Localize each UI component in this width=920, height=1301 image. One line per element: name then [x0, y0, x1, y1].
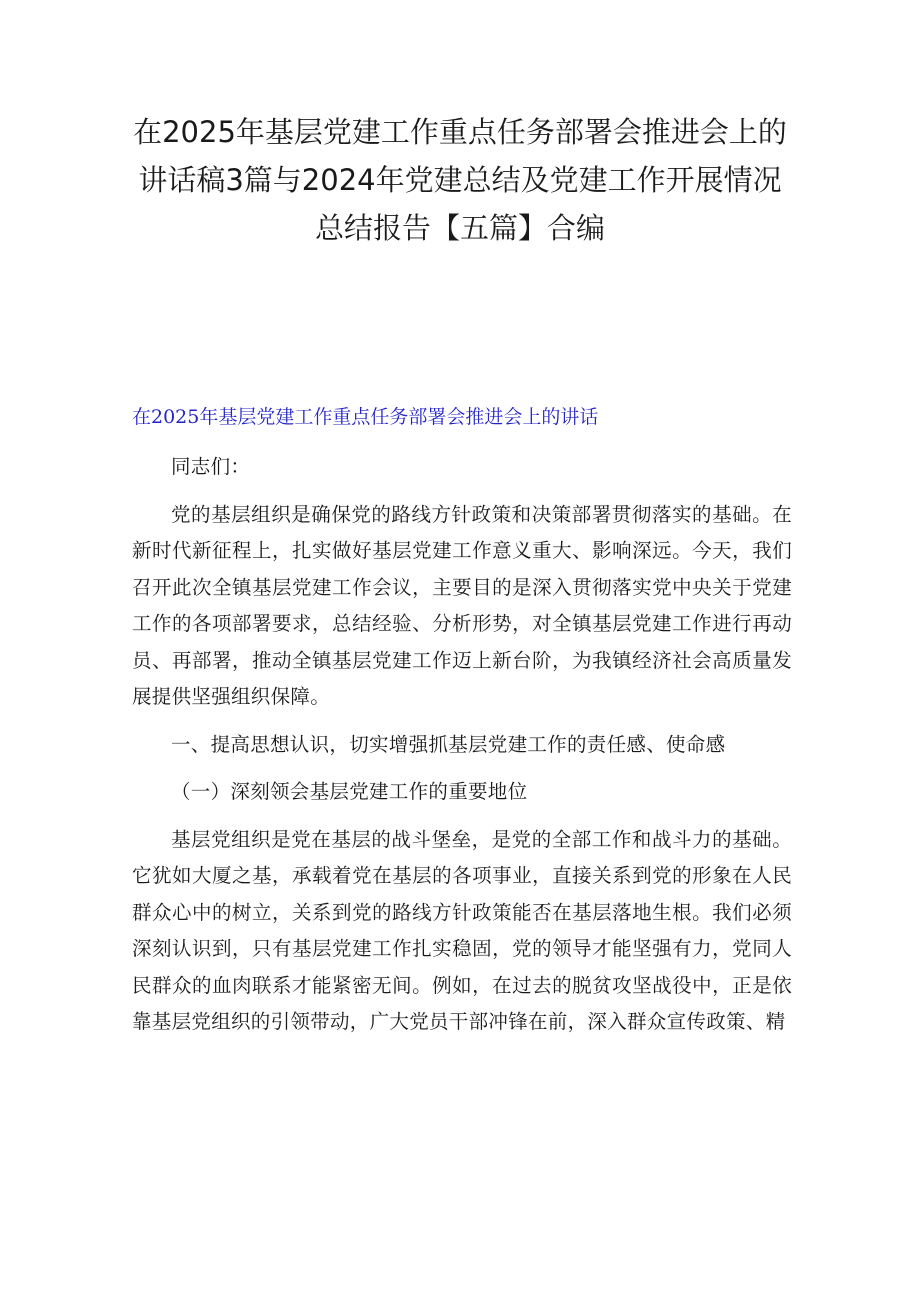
intro-paragraph: 党的基层组织是确保党的路线方针政策和决策部署贯彻落实的基础。在新时代新征程上，扎实做好基层党建工作意义重大、影响深远。今天，我们召开此次全镇基层党建工作会议，主要目的是深入贯彻落实党中央关于党建工作的各项部署要求，总结经验、分析形势，对全镇基层党建工作进行再动员、再部署，推动全镇基层党建工作迈上新台阶，为我镇经济社会高质量发展提供坚强组织保障。	[132, 502, 792, 708]
title-line-3: 总结报告【五篇】合编	[314, 211, 605, 245]
body-paragraph: 基层党组织是党在基层的战斗堡垒，是党的全部工作和战斗力的基础。它犹如大厦之基，承载着党在基层的各项事业，直接关系到党的形象在人民群众心中的树立，关系到党的路线方针政策能否在基层落地生根。我们必须深刻认识到，只有基层党建工作扎实稳固，党的领导才能坚强有力，党同人民群众的血肉联系才能紧密无间。例如，在过去的脱贫攻坚战役中，正是依靠基层党组织的引领带动，广大党员干部冲锋在前，深入群众宣传政策、精	[132, 827, 792, 1033]
heading-level-1: 一、提高思想认识，切实增强抓基层党建工作的责任感、使命感	[171, 732, 726, 756]
section-heading-link[interactable]: 在2025年基层党建工作重点任务部署会推进会上的讲话	[132, 406, 599, 428]
greeting-paragraph: 同志们：	[171, 455, 251, 478]
heading-level-2: （一）深刻领会基层党建工作的重要地位	[171, 780, 528, 803]
title-line-2: 讲话稿3篇与2024年党建总结及党建工作开展情况	[138, 163, 782, 197]
title-line-1: 在2025年基层党建工作重点任务部署会推进会上的	[133, 115, 787, 149]
document-title	[132, 0, 788, 252]
document-body	[132, 449, 792, 1052]
